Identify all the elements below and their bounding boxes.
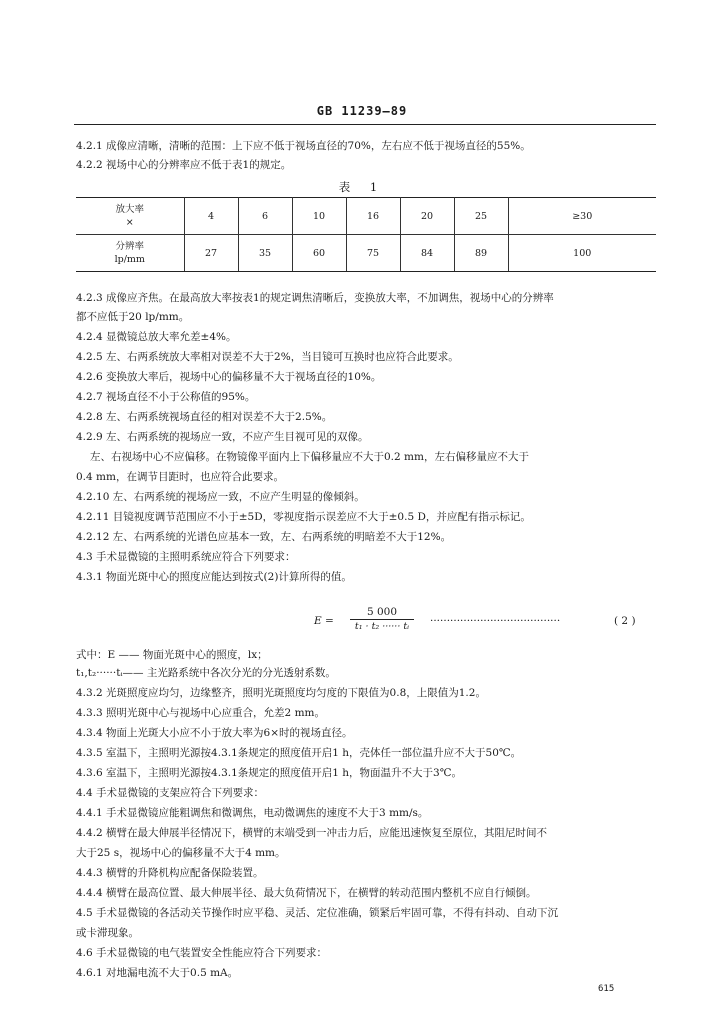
equation-number: ( 2 ) bbox=[614, 615, 636, 627]
clause-4-2-4: 4.2.4 显微镜总放大率允差±4%。 bbox=[76, 331, 237, 343]
table-cell: 35 bbox=[238, 235, 292, 272]
clause-4-6-1: 4.6.1 对地漏电流不大于0.5 mA。 bbox=[76, 967, 239, 979]
clause-4-2-5: 4.2.5 左、右两系统放大率相对误差不大于2%，当目镜可互换时也应符合此要求。 bbox=[76, 351, 459, 363]
clause-4-3-6: 4.3.6 室温下，主照明光源按4.3.1条规定的照度值开启1 h，物面温升不大于3℃。 bbox=[76, 767, 462, 779]
clause-4-2-9-note: 左、右视场中心不应偏移。在物镜像平面内上下偏移量应不大于0.2 mm，左右偏移量应不大于 bbox=[90, 451, 529, 463]
clause-4-2-3: 4.2.3 成像应齐焦。在最高放大率按表1的规定调焦清晰后，变换放大率，不加调焦，视场中心的分辨率 bbox=[76, 292, 554, 304]
clause-4-3: 4.3 手术显微镜的主照明系统应符合下列要求： bbox=[76, 551, 296, 563]
standard-number-header: GB 11239—89 bbox=[316, 104, 408, 118]
table-title: 表 1 bbox=[338, 180, 386, 194]
clause-4-2-7: 4.2.7 视场直径不小于公称值的95%。 bbox=[76, 391, 256, 403]
clause-4-2-11: 4.2.11 目镜视度调节范围应不小于±5D，零视度指示误差应不大于±0.5 D，并应配有指示标记。 bbox=[76, 511, 531, 523]
clause-4-4-4: 4.4.4 横臂在最高位置、最大伸展半径、最大负荷情况下，在横臂的转动范围内整机不应自行倾倒。 bbox=[76, 887, 537, 899]
clause-4-4-2: 4.4.2 横臂在最大伸展半径情况下，横臂的末端受到一冲击力后，应能迅速恢复至原位，其阻尼时间不 bbox=[76, 827, 548, 839]
row-label-magnification bbox=[76, 198, 184, 235]
clause-4-6: 4.6 手术显微镜的电气装置安全性能应符合下列要求： bbox=[76, 947, 328, 959]
table-cell: 16 bbox=[346, 198, 400, 235]
table-cell: 10 bbox=[292, 198, 346, 235]
formula-denominator: t₁ · t₂ ······ tᵢ bbox=[354, 621, 410, 632]
clause-4-3-5: 4.3.5 室温下，主照明光源按4.3.1条规定的照度值开启1 h，壳体任一部位温升应不大于50℃。 bbox=[76, 747, 522, 759]
table-row-magnification bbox=[76, 198, 656, 235]
clause-4-3-4: 4.3.4 物面上光斑大小应不小于放大率为6×时的视场直径。 bbox=[76, 727, 353, 739]
clause-4-2-12: 4.2.12 左、右两系统的光谱色应基本一致，左、右两系统的明暗差不大于12%。 bbox=[76, 531, 452, 543]
formula-where-t: t₁,t₂······tᵢ—— 主光路系统中各次分光的分光透射系数。 bbox=[76, 667, 336, 679]
table-cell: 84 bbox=[400, 235, 454, 272]
table-cell: 25 bbox=[454, 198, 508, 235]
table-cell: 20 bbox=[400, 198, 454, 235]
formula-numerator: 5 000 bbox=[350, 606, 414, 620]
label-magnification-unit: × bbox=[125, 217, 134, 228]
clause-4-3-1: 4.3.1 物面光斑中心的照度应能达到按式(2)计算所得的值。 bbox=[76, 571, 352, 583]
formula-leader-dots: ······································· bbox=[430, 615, 561, 627]
clause-4-5: 4.5 手术显微镜的各活动关节操作时应平稳、灵活、定位准确，锁紧后牢固可靠，不得有抖动、自动下沉 bbox=[76, 907, 559, 919]
formula-where: 式中：E —— 物面光斑中心的照度，lx； bbox=[76, 649, 268, 661]
clause-4-2-1: 4.2.1 成像应清晰，清晰的范围：上下应不低于视场直径的70%，左右应不低于视场直径的55%。 bbox=[76, 140, 531, 152]
table-cell: 75 bbox=[346, 235, 400, 272]
table-cell: 89 bbox=[454, 235, 508, 272]
clause-4-2-3-cont: 都不应低于20 lp/mm。 bbox=[76, 311, 190, 323]
table-cell: 60 bbox=[292, 235, 346, 272]
clause-4-4: 4.4 手术显微镜的支架应符合下列要求： bbox=[76, 787, 265, 799]
clause-4-4-1: 4.4.1 手术显微镜应能粗调焦和微调焦，电动微调焦的速度不大于3 mm/s。 bbox=[76, 807, 429, 819]
header-rule bbox=[74, 124, 656, 125]
clause-4-2-9: 4.2.9 左、右两系统的视场应一致，不应产生目视可见的双像。 bbox=[76, 431, 369, 443]
table-cell: 100 bbox=[508, 235, 656, 272]
clause-4-2-2: 4.2.2 视场中心的分辨率应不低于表1的规定。 bbox=[76, 159, 292, 171]
formula-2 bbox=[314, 606, 664, 640]
page-number: 615 bbox=[598, 984, 615, 994]
clause-4-5-cont: 或卡滞现象。 bbox=[76, 927, 139, 939]
label-resolution-unit: lp/mm bbox=[114, 254, 145, 265]
clause-4-2-6: 4.2.6 变换放大率后，视场中心的偏移量不大于视场直径的10%。 bbox=[76, 371, 382, 383]
clause-4-2-10: 4.2.10 左、右两系统的视场应一致，不应产生明显的像倾斜。 bbox=[76, 491, 365, 503]
row-label-resolution bbox=[76, 235, 184, 272]
table-cell: 6 bbox=[238, 198, 292, 235]
table-cell: ≥30 bbox=[508, 198, 656, 235]
label-magnification: 放大率 bbox=[115, 204, 144, 215]
label-resolution: 分辨率 bbox=[115, 241, 144, 252]
table-1 bbox=[76, 197, 656, 272]
clause-4-3-3: 4.3.3 照明光斑中心与视场中心应重合，允差2 mm。 bbox=[76, 707, 325, 719]
clause-4-4-2-cont: 大于25 s，视场中心的偏移量不大于4 mm。 bbox=[76, 847, 286, 859]
table-cell: 27 bbox=[184, 235, 238, 272]
clause-4-3-2: 4.3.2 光斑照度应均匀，边缘整齐，照明光斑照度均匀度的下限值为0.8，上限值为1.2。 bbox=[76, 687, 486, 699]
formula-fraction bbox=[350, 606, 414, 632]
clause-4-2-8: 4.2.8 左、右两系统视场直径的相对误差不大于2.5%。 bbox=[76, 411, 333, 423]
table-row-resolution bbox=[76, 235, 656, 272]
clause-4-2-9-note-cont: 0.4 mm，在调节目距时，也应符合此要求。 bbox=[76, 471, 284, 483]
table-cell: 4 bbox=[184, 198, 238, 235]
clause-4-4-3: 4.4.3 横臂的升降机构应配备保险装置。 bbox=[76, 867, 264, 879]
formula-lhs: E = bbox=[314, 615, 334, 627]
